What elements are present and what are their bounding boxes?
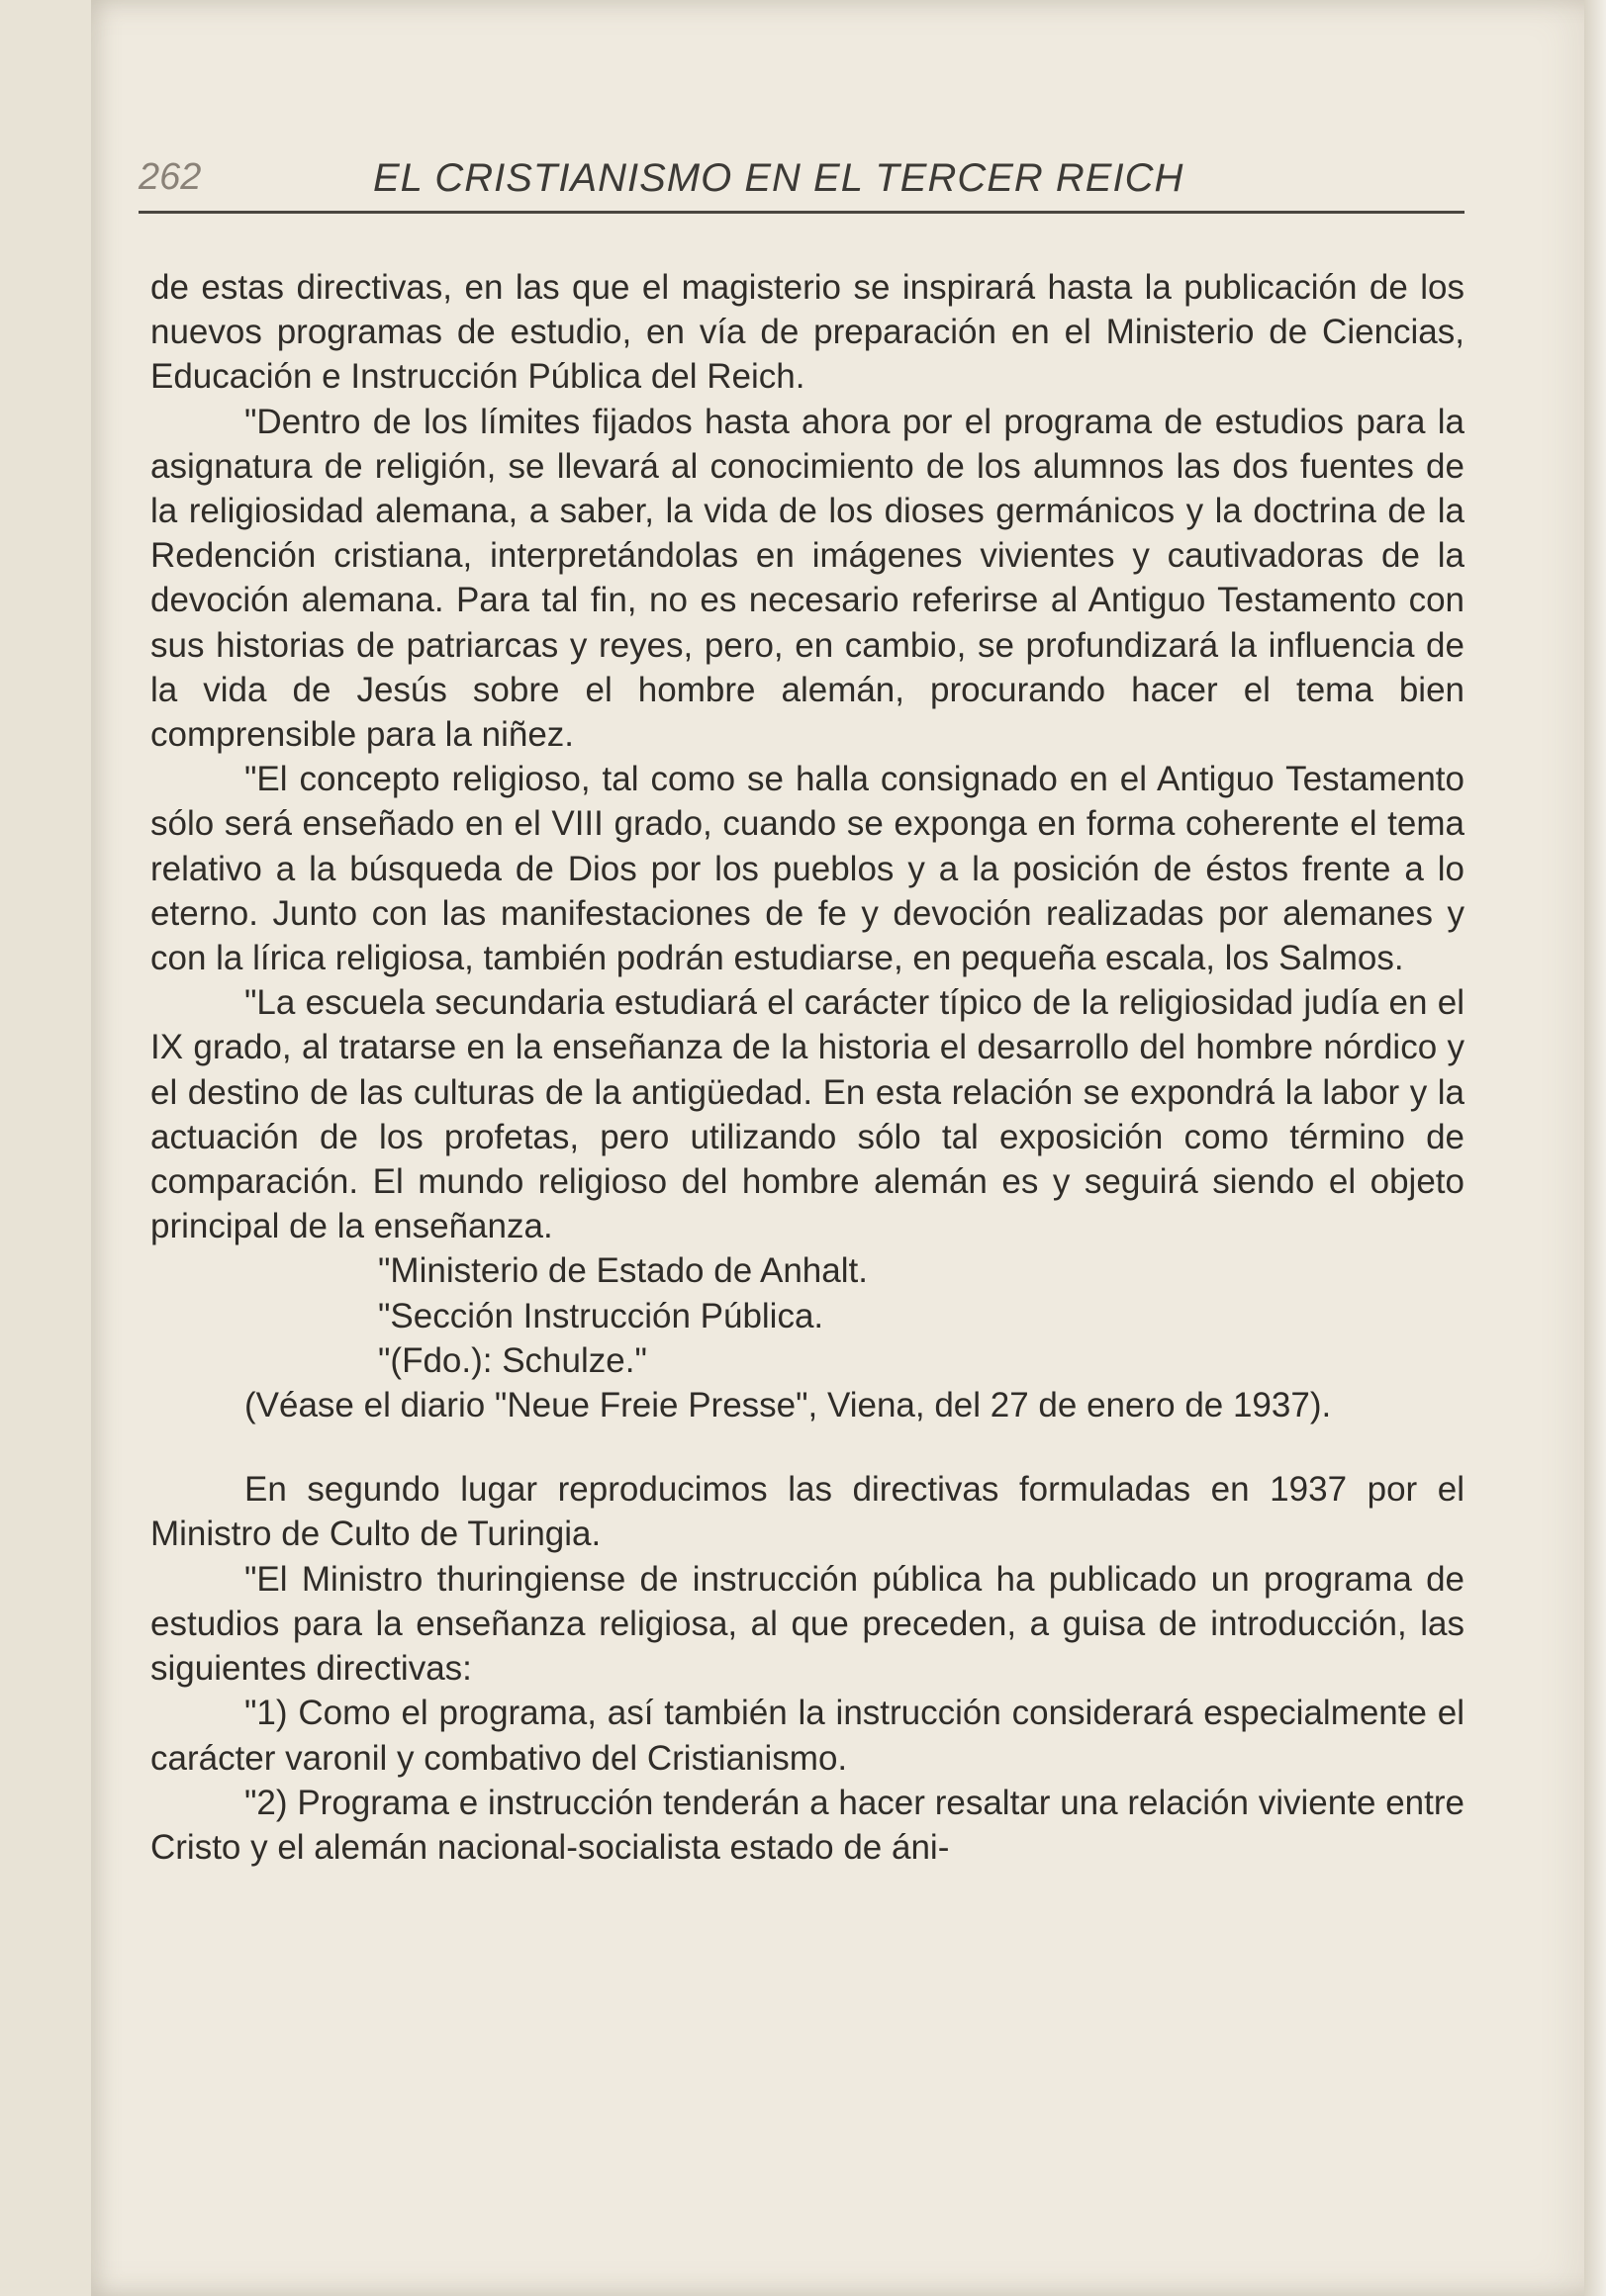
page-header xyxy=(139,148,1464,208)
signature-line: "Ministerio de Estado de Anhalt. xyxy=(378,1251,868,1291)
paragraph: "2) Programa e instrucción tenderán a hacer resaltar una relación viviente entre Cristo y el alemán nacional-socialista estado de áni- xyxy=(150,1783,1464,1867)
signature-line: "(Fdo.): Schulze." xyxy=(378,1340,647,1380)
page-number: 262 xyxy=(139,156,202,198)
body-text xyxy=(150,265,1464,1870)
paragraph: "El concepto religioso, tal como se halla consignado en el Antiguo Testamento sólo será enseñado en el VIII grado, cuando se exponga en forma coherente el tema relativo a la búsqueda de Dios por los pueblos y a la posición de éstos frente a lo eterno. Junto con las manifestaciones de fe y devoción realizadas por alemanes y con la lírica religiosa, también podrán estudiarse, en pequeña escala, los Salmos. xyxy=(150,760,1464,978)
section-gap xyxy=(150,1427,1464,1467)
paragraph: de estas directivas, en las que el magisterio se inspirará hasta la publicación de los nuevos programas de estudio, en vía de preparación en el Ministerio de Ciencias, Educación e Instrucción Pública del Reich. xyxy=(150,268,1464,397)
page-spine xyxy=(1584,0,1606,2296)
paragraph: "La escuela secundaria estudiará el carácter típico de la religiosidad judía en el IX grado, al tratarse en la enseñanza de la historia el desarrollo del hombre nórdico y el destino de las culturas de la antigüedad. En esta relación se expondrá la labor y la actuación de los profetas, pero utilizando sólo tal exposición como término de comparación. El mundo religioso del hombre alemán es y seguirá siendo el objeto principal de la enseñanza. xyxy=(150,983,1464,1246)
paragraph: En segundo lugar reproducimos las directivas formuladas en 1937 por el Ministro de Culto de Turingia. xyxy=(150,1470,1464,1554)
header-rule xyxy=(139,211,1464,214)
paragraph: "1) Como el programa, así también la instrucción considerará especialmente el carácter varonil y combativo del Cristianismo. xyxy=(150,1694,1464,1778)
paragraph: "Dentro de los límites fijados hasta ahora por el programa de estudios para la asignatura de religión, se llevará al conocimiento de los alumnos las dos fuentes de la religiosidad alemana, a saber, la vida de los dioses germánicos y la doctrina de la Redención cristiana, interpretándolas en imágenes vivientes y cautivadoras de la devoción alemana. Para tal fin, no es necesario referirse al Antiguo Testamento con sus historias de patriarcas y reyes, pero, en cambio, se profundizará la influencia de la vida de Jesús sobre el hombre alemán, procurando hacer el tema bien comprensible para la niñez. xyxy=(150,402,1464,755)
running-title: EL CRISTIANISMO EN EL TERCER REICH xyxy=(373,156,1184,200)
paragraph: "El Ministro thuringiense de instrucción pública ha publicado un programa de estudios para la enseñanza religiosa, al que preceden, a guisa de introducción, las siguientes directivas: xyxy=(150,1559,1464,1689)
signature-line: "Sección Instrucción Pública. xyxy=(378,1296,824,1335)
source-note: (Véase el diario "Neue Freie Presse", Viena, del 27 de enero de 1937). xyxy=(244,1386,1332,1425)
